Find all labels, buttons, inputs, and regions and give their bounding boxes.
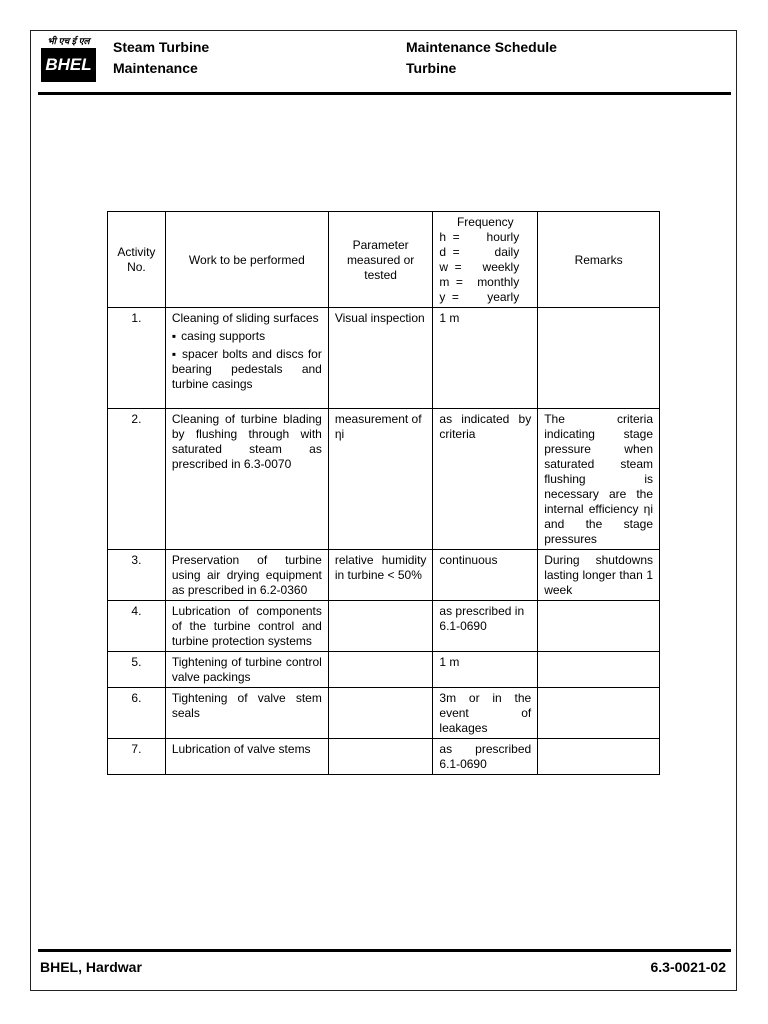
- table-row: [108, 652, 660, 688]
- activity-no: 4.: [108, 601, 166, 652]
- header-parameter: Parameter measured or tested: [328, 212, 433, 308]
- header-activity-no: Activity No.: [108, 212, 166, 308]
- header-right: [406, 37, 557, 79]
- parameter-cell: [328, 739, 433, 775]
- table-header-row: [108, 212, 660, 308]
- work-cell: Lubrication of components of the turbine control and turbine protection systems: [165, 601, 328, 652]
- frequency-legend-d: d = daily: [439, 245, 520, 259]
- maintenance-schedule-table: [107, 211, 660, 775]
- footer-rule: [38, 949, 731, 952]
- header-remarks: Remarks: [538, 212, 660, 308]
- remarks-cell: [538, 652, 660, 688]
- work-cell: Tightening of valve stem seals: [165, 688, 328, 739]
- table-row: [108, 601, 660, 652]
- work-cell: [165, 308, 328, 409]
- parameter-cell: relative humidity in turbine < 50%: [328, 550, 433, 601]
- remarks-cell: During shutdowns lasting longer than 1 week: [538, 550, 660, 601]
- header-frequency: [433, 212, 538, 308]
- parameter-cell: [328, 601, 433, 652]
- parameter-cell: Visual inspection: [328, 308, 433, 409]
- table-row: [108, 308, 660, 409]
- frequency-legend-h: h = hourly: [439, 230, 520, 244]
- work-cell: Cleaning of turbine blading by flushing through with saturated steam as prescribed in 6.3-0070: [165, 409, 328, 550]
- frequency-cell: 1 m: [433, 308, 538, 409]
- work-text: Cleaning of sliding surfaces: [171, 311, 319, 325]
- activity-no: 2.: [108, 409, 166, 550]
- header-title: Steam Turbine: [113, 39, 210, 55]
- header-section-subtitle: Turbine: [406, 60, 457, 76]
- remarks-cell: [538, 688, 660, 739]
- frequency-legend-m: m = monthly: [439, 275, 520, 289]
- frequency-cell: as prescribed 6.1-0690: [433, 739, 538, 775]
- activity-no: 5.: [108, 652, 166, 688]
- table-row: [108, 688, 660, 739]
- frequency-cell: as indicated by criteria: [433, 409, 538, 550]
- frequency-cell: as prescribed in 6.1-0690: [433, 601, 538, 652]
- table-row: [108, 739, 660, 775]
- header-left: [113, 37, 209, 79]
- parameter-cell: measurement of ηi: [328, 409, 433, 550]
- activity-no: 7.: [108, 739, 166, 775]
- table-row: [108, 550, 660, 601]
- parameter-cell: [328, 688, 433, 739]
- footer-document-number: 6.3-0021-02: [650, 959, 726, 975]
- remarks-cell: [538, 308, 660, 409]
- frequency-cell: 1 m: [433, 652, 538, 688]
- work-bullet: ▪ spacer bolts and discs for bearing pedestals and turbine casings: [172, 347, 322, 392]
- bhel-logo: [41, 35, 96, 82]
- frequency-title: Frequency: [456, 215, 514, 229]
- frequency-cell: continuous: [433, 550, 538, 601]
- remarks-cell: [538, 739, 660, 775]
- work-cell: Lubrication of valve stems: [165, 739, 328, 775]
- activity-no: 6.: [108, 688, 166, 739]
- remarks-cell: The criteria indicating stage pressure when saturated steam flushing is necessary are the internal efficiency ηi and the stage pressures: [538, 409, 660, 550]
- header-rule: [38, 92, 731, 95]
- work-bullet: ▪ casing supports: [172, 329, 322, 344]
- header-section-title: Maintenance Schedule: [406, 39, 557, 55]
- logo-hindi-text: भी एच ई एल: [47, 36, 90, 46]
- frequency-legend-y: y = yearly: [439, 290, 520, 304]
- activity-no: 3.: [108, 550, 166, 601]
- header-subtitle: Maintenance: [113, 60, 198, 76]
- header-work: Work to be performed: [165, 212, 328, 308]
- work-cell: Preservation of turbine using air drying equipment as prescribed in 6.2-0360: [165, 550, 328, 601]
- table-row: [108, 409, 660, 550]
- parameter-cell: [328, 652, 433, 688]
- footer-organization: BHEL, Hardwar: [40, 959, 142, 975]
- logo-mark: BHEL: [41, 48, 96, 82]
- frequency-cell: 3m or in the event of leakages: [433, 688, 538, 739]
- frequency-legend-w: w = weekly: [439, 260, 520, 274]
- work-cell: Tightening of turbine control valve packings: [165, 652, 328, 688]
- remarks-cell: [538, 601, 660, 652]
- activity-no: 1.: [108, 308, 166, 409]
